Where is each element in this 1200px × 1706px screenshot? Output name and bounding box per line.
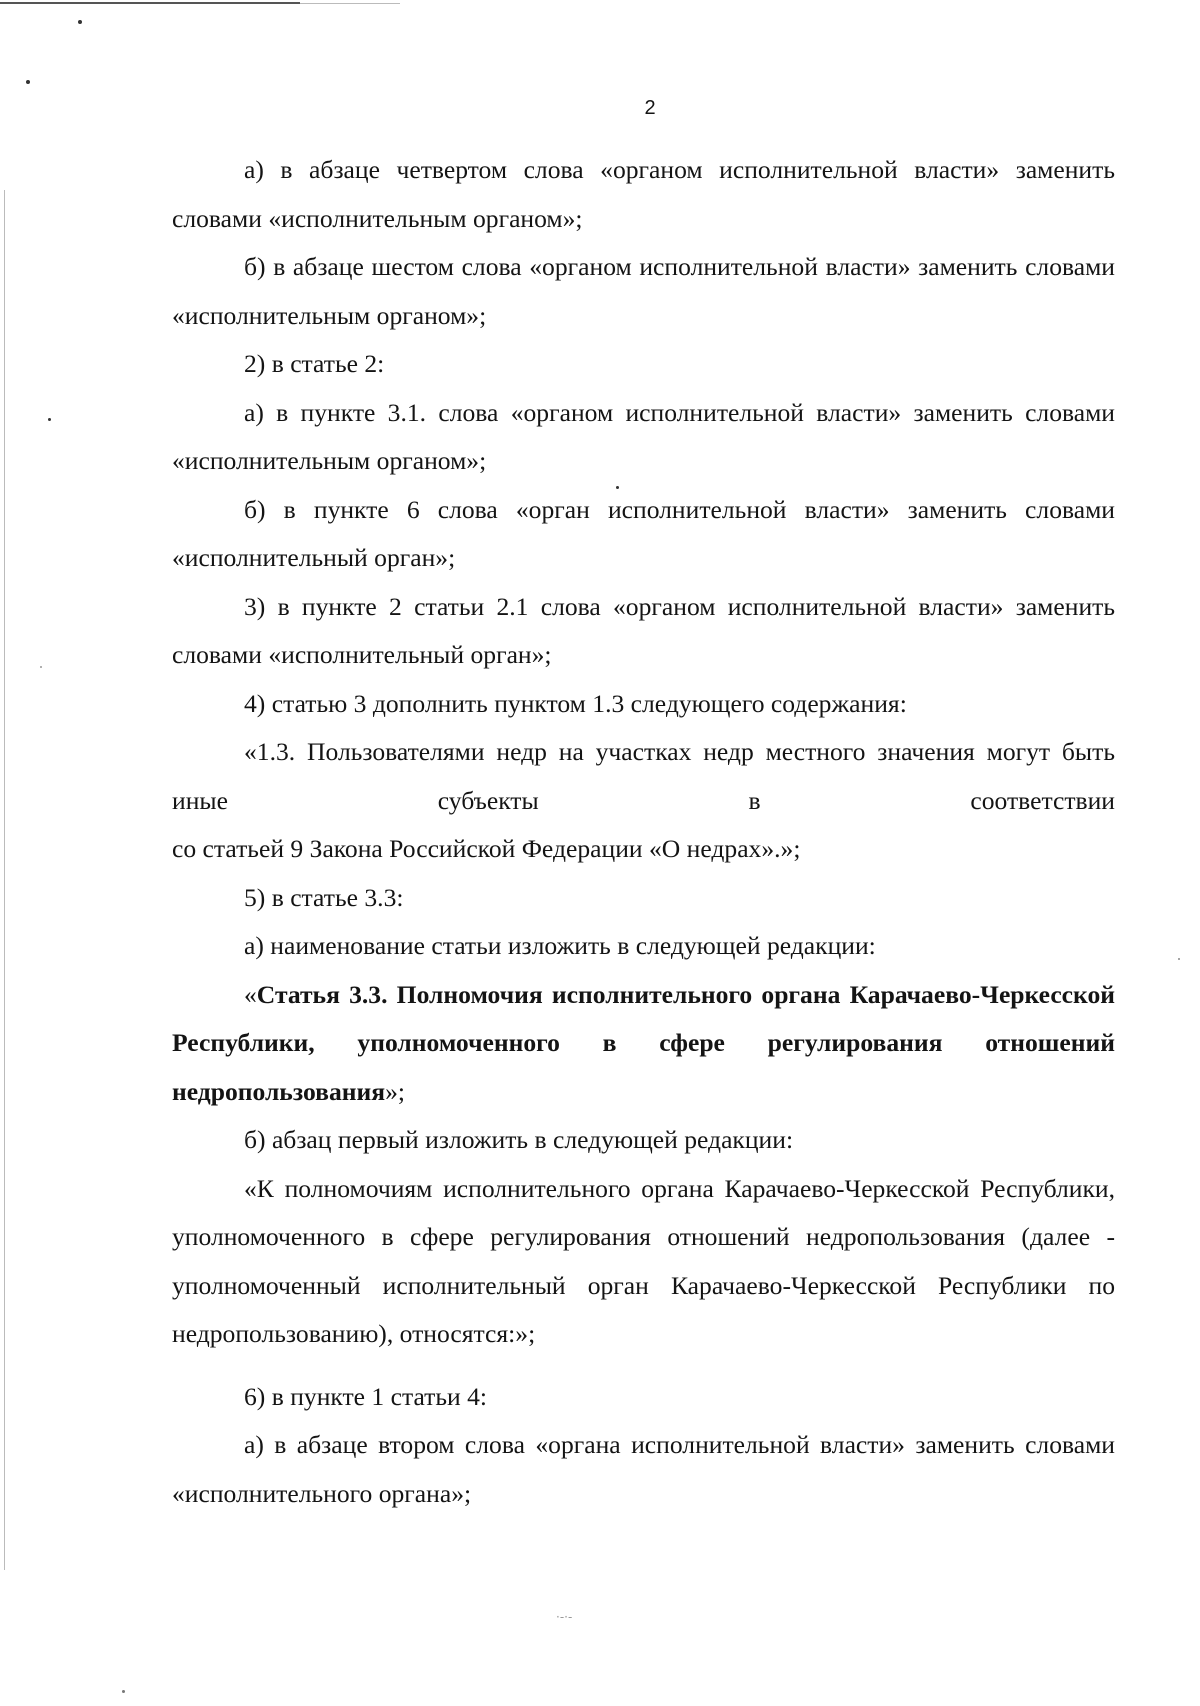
- scan-speck: [122, 1690, 125, 1693]
- scan-speck: [1178, 958, 1180, 960]
- scan-speck: [26, 80, 30, 84]
- paragraph: 4) статью 3 дополнить пунктом 1.3 следующего содержания:: [244, 688, 907, 718]
- scan-artifact-line: [0, 2, 300, 4]
- article-title-bold: Статья 3.3. Полномочия исполнительного органа Карачаево-Черкесской Республики, уполномоченного в сфере регулирования отношений недропользования: [172, 979, 1115, 1106]
- scan-speck: [78, 20, 82, 24]
- paragraph: «1.3. Пользователями недр на участках недр местного значения могут быть иные субъекты в соответствии: [172, 737, 1115, 815]
- document-body: [172, 146, 1115, 1518]
- scan-artifact-left-edge: [4, 190, 5, 1570]
- page-number: 2: [644, 97, 656, 119]
- paragraph: б) абзац первый изложить в следующей редакции:: [244, 1125, 794, 1154]
- footer-scan-mark: ·-·-: [556, 1610, 573, 1624]
- paragraph: со статьей 9 Закона Российской Федерации «О недрах».»;: [172, 834, 801, 863]
- close-quote: »;: [385, 1076, 406, 1106]
- scan-artifact-line-faint: [300, 3, 400, 4]
- paragraph: 6) в пункте 1 статьи 4:: [244, 1381, 488, 1411]
- paragraph: «К полномочиям исполнительного органа Карачаево-Черкесской Республики, уполномоченного в сфере регулирования отношений недропользования (далее - уполномоченный исполнительный орган Карачаево-Черкесской Республики по недропользованию), относятся:»;: [172, 1173, 1115, 1348]
- paragraph: а) в абзаце втором слова «органа исполнительной власти» заменить словами «исполнительного органа»;: [172, 1430, 1115, 1508]
- scan-speck: [48, 418, 51, 421]
- paragraph: 3) в пункте 2 статьи 2.1 слова «органом исполнительной власти» заменить словами «исполнительный орган»;: [172, 591, 1115, 669]
- article-title-paragraph: [172, 971, 1115, 1117]
- paragraph: а) в абзаце четвертом слова «органом исполнительной власти» заменить словами «исполнительным органом»;: [172, 155, 1115, 233]
- paragraph: 5) в статье 3.3:: [244, 882, 404, 912]
- paragraph: а) наименование статьи изложить в следующей редакции:: [244, 931, 876, 960]
- paragraph: а) в пункте 3.1. слова «органом исполнительной власти» заменить словами «исполнительным органом»;: [172, 397, 1115, 475]
- open-quote: «: [244, 979, 257, 1009]
- paragraph: б) в пункте 6 слова «орган исполнительной власти» заменить словами «исполнительный орган»;: [172, 494, 1115, 572]
- paragraph: б) в абзаце шестом слова «органом исполнительной власти» заменить словами «исполнительным органом»;: [172, 252, 1115, 330]
- paragraph: 2) в статье 2:: [244, 349, 385, 378]
- scan-speck: [40, 666, 42, 668]
